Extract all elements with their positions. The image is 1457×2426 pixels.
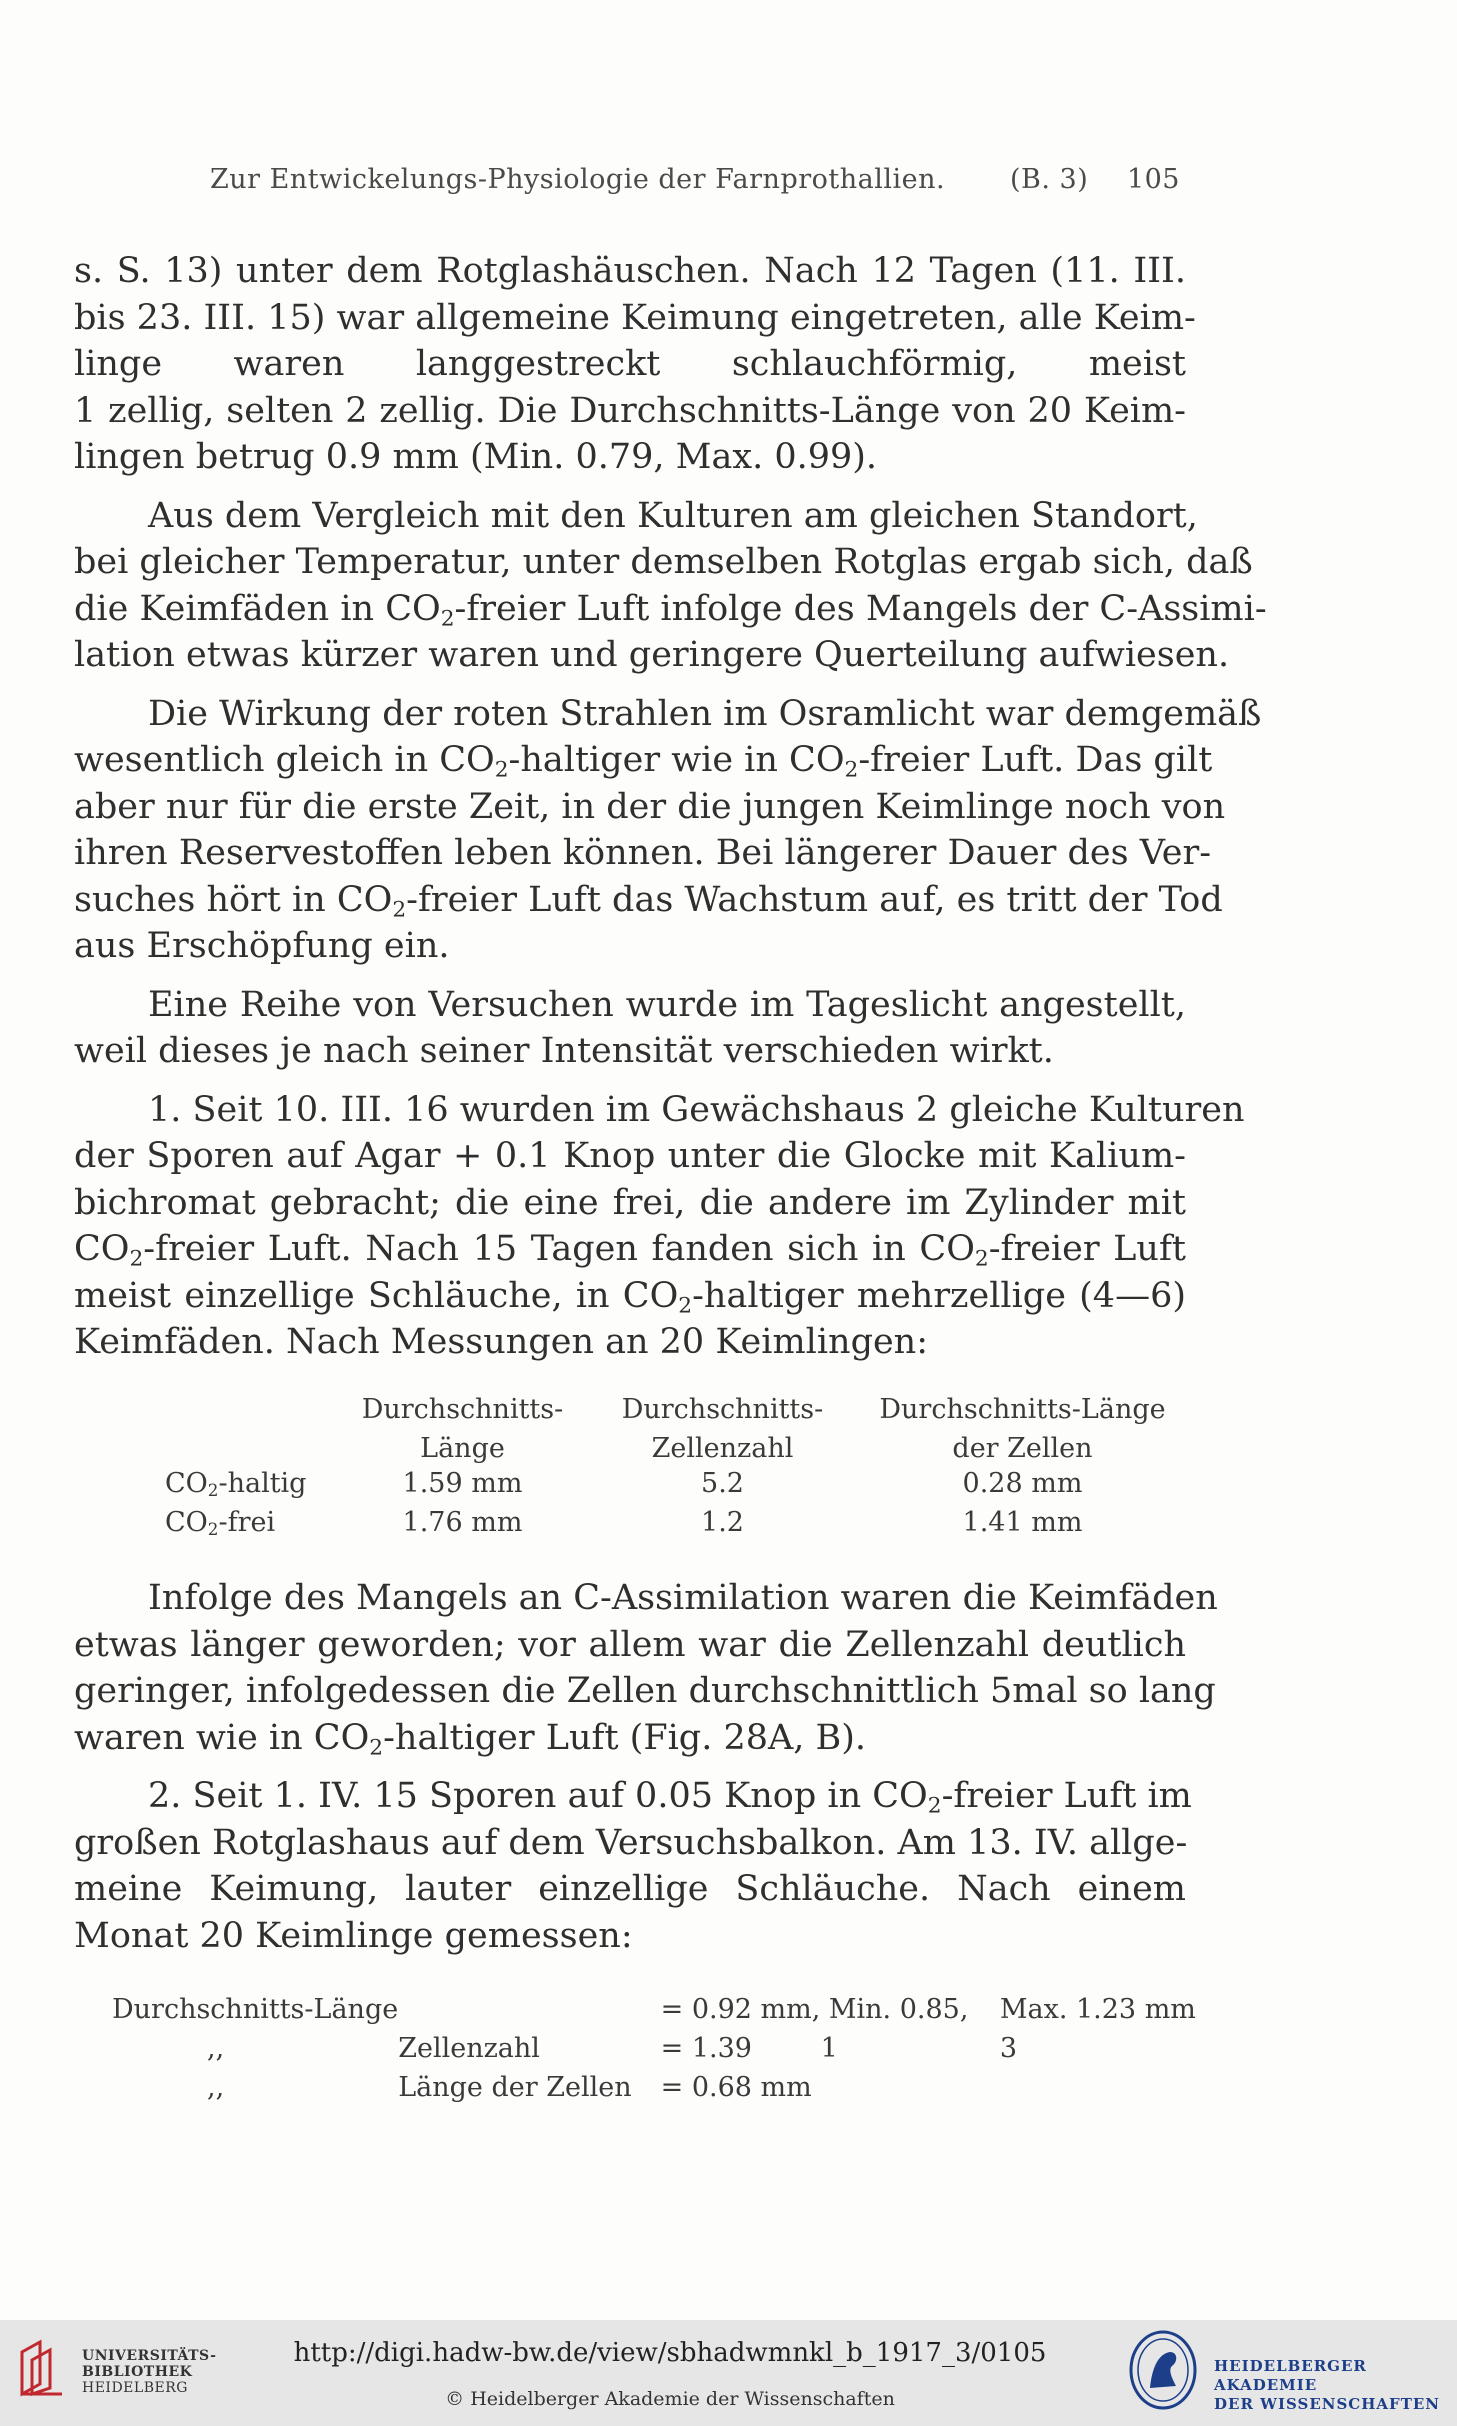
table-cell: 1.76 mm: [402, 1507, 523, 1538]
table-cell: ,,: [207, 2033, 225, 2064]
table-header-cell: der Zellen: [952, 1433, 1093, 1464]
table-cell: = 1.39 1: [660, 2033, 838, 2064]
text-line: $CO_2$-freier Luft. Nach 15 Tagen fanden sich in $CO_2$-freier Luft: [74, 1229, 1186, 1272]
table-row: [112, 1990, 1202, 2029]
text-line: waren wie in $CO_2$-haltiger Luft (Fig. 28A, B).: [74, 1717, 867, 1760]
table-header-cell: Durchschnitts-Länge: [879, 1394, 1166, 1425]
table-row: [112, 2029, 1202, 2068]
measurement-table-2: [112, 1990, 1202, 2107]
running-head-volume: (B. 3): [1010, 164, 1089, 195]
table-cell: [1000, 2068, 1202, 2107]
text-line: die Keimfäden in $CO_2$-freier Luft infolge des Mangels der C-Assimi-: [74, 588, 1267, 631]
table-row: [150, 1468, 1200, 1507]
table-cell: Max. 1.23 mm: [999, 1994, 1196, 2025]
text-line: lingen betrug 0.9 mm (Min. 0.79, Max. 0.99).: [74, 437, 878, 477]
text-line: lation etwas kürzer waren und geringere Querteilung aufwiesen.: [74, 635, 1230, 675]
paragraph: [74, 691, 1262, 970]
text-line: großen Rotglashaus auf dem Versuchsbalkon. Am 13. IV. allge-: [74, 1822, 1188, 1863]
table-cell: 5.2: [701, 1468, 744, 1499]
table-header-row: [150, 1390, 1200, 1429]
measurement-table-1: [150, 1390, 1200, 1546]
academy-name: [1214, 2357, 1457, 2414]
text-line: der Sporen auf Agar + 0.1 Knop unter die Glocke mit Kalium-: [74, 1136, 1186, 1176]
text-line: ihren Reservestoffen leben können. Bei längerer Dauer des Ver-: [74, 833, 1212, 873]
table-header-cell: [150, 1429, 325, 1468]
text-line: meist einzellige Schläuche, in $CO_2$-haltiger mehrzellige (4—6): [74, 1275, 1186, 1318]
table-cell: $CO_2$-haltig: [165, 1468, 307, 1501]
table-header-cell: Länge: [420, 1433, 505, 1464]
permalink-url[interactable]: http://digi.hadw-bw.de/view/sbhadwmnkl_b_1917_3/0105: [293, 2338, 1047, 2368]
text-line: etwas länger geworden; vor allem war die Zellenzahl deutlich: [74, 1624, 1186, 1665]
table-cell: [398, 1990, 660, 2029]
text-line: s. S. 13) unter dem Rotglashäuschen. Nach 12 Tagen (11. III.: [74, 251, 1186, 291]
text-line: 1 zellig, selten 2 zellig. Die Durchschnitts-Länge von 20 Keim-: [74, 390, 1186, 431]
text-line: weil dieses je nach seiner Intensität verschieden wirkt.: [74, 1031, 1054, 1071]
table-cell: Durchschnitts-Länge: [112, 1994, 399, 2025]
table-header-cell: Zellenzahl: [651, 1433, 794, 1464]
library-line-3: HEIDELBERG: [82, 2380, 188, 2396]
table-cell: 1.2: [701, 1507, 744, 1538]
text-line: suches hört in $CO_2$-freier Luft das Wachstum auf, es tritt der Tod: [74, 879, 1223, 922]
text-line: Infolge des Mangels an C-Assimilation waren die Keimfäden: [148, 1578, 1218, 1618]
text-line: 1. Seit 10. III. 16 wurden im Gewächshaus 2 gleiche Kulturen: [148, 1089, 1245, 1130]
table-cell: Zellenzahl: [398, 2033, 540, 2064]
table-cell: 0.28 mm: [962, 1468, 1083, 1499]
text-line: meine Keimung, lauter einzellige Schläuche. Nach einem: [74, 1869, 1186, 1909]
body-text-2: [74, 1575, 1218, 1971]
table-cell: ,,: [207, 2072, 225, 2103]
library-line-2: BIBLIOTHEK: [82, 2364, 193, 2380]
body-text: [74, 248, 1267, 1378]
table-header-row: [150, 1429, 1200, 1468]
text-line: aber nur für die erste Zeit, in der die jungen Keimlinge noch von: [74, 786, 1226, 827]
text-line: bis 23. III. 15) war allgemeine Keimung eingetreten, alle Keim-: [74, 297, 1196, 338]
text-line: wesentlich gleich in $CO_2$-haltiger wie in $CO_2$-freier Luft. Das gilt: [74, 740, 1213, 783]
paragraph: [74, 982, 1186, 1075]
table-header-cell: Durchschnitts-: [621, 1394, 824, 1425]
text-line: Die Wirkung der roten Strahlen im Osramlicht war demgemäß: [148, 693, 1262, 734]
running-head: [210, 164, 1180, 195]
table-row: [150, 1507, 1200, 1546]
library-line-1: UNIVERSITÄTS-: [82, 2348, 217, 2364]
text-line: aus Erschöpfung ein.: [74, 926, 450, 966]
academy-seal-icon: [1128, 2328, 1198, 2412]
table-row: [112, 2068, 1202, 2107]
text-line: bei gleicher Temperatur, unter demselben Rotglas ergab sich, daß: [74, 542, 1253, 582]
text-line: geringer, infolgedessen die Zellen durchschnittlich 5mal so lang: [74, 1671, 1216, 1711]
academy-line-2: DER WISSENSCHAFTEN: [1214, 2395, 1441, 2413]
academy-line-1: HEIDELBERGER AKADEMIE: [1214, 2357, 1367, 2394]
text-line: Monat 20 Keimlinge gemessen:: [74, 1915, 633, 1956]
text-line: 2. Seit 1. IV. 15 Sporen auf 0.05 Knop in $CO_2$-freier Luft im: [148, 1776, 1192, 1819]
page-number: 105: [1126, 164, 1180, 195]
paragraph: [74, 493, 1267, 679]
running-head-title: Zur Entwickelungs-Physiologie der Farnprothallien.: [210, 164, 946, 195]
table-header-cell: [150, 1390, 325, 1429]
paragraph: [74, 1087, 1245, 1366]
text-line: bichromat gebracht; die eine frei, die andere im Zylinder mit: [74, 1182, 1186, 1223]
table-cell: = 0.92 mm, Min. 0.85,: [660, 1994, 969, 2025]
text-line: Eine Reihe von Versuchen wurde im Tageslicht angestellt,: [148, 984, 1186, 1025]
text-line: linge waren langgestreckt schlauchförmig, meist: [74, 344, 1186, 384]
table-cell: 1.41 mm: [962, 1507, 1083, 1538]
paragraph: [74, 1575, 1218, 1761]
university-library-logo-icon: [18, 2338, 68, 2398]
table-cell: Länge der Zellen: [398, 2072, 632, 2103]
table-cell: 1.59 mm: [402, 1468, 523, 1499]
table-cell: = 0.68 mm: [660, 2072, 812, 2103]
paragraph-group-2: [74, 1575, 1218, 1959]
paragraph: [74, 1773, 1192, 1959]
text-line: Keimfäden. Nach Messungen an 20 Keimlingen:: [74, 1322, 929, 1362]
table-cell: 3: [999, 2033, 1018, 2064]
university-library-name: [82, 2348, 216, 2396]
text-line: Aus dem Vergleich mit den Kulturen am gleichen Standort,: [148, 495, 1198, 536]
paragraph-group-1: [74, 248, 1267, 1366]
paragraph: [74, 248, 1196, 481]
table-header-cell: Durchschnitts-: [361, 1394, 564, 1425]
table-cell: $CO_2$-frei: [165, 1507, 276, 1540]
copyright-notice: © Heidelberger Akademie der Wissenschaften: [445, 2388, 895, 2410]
